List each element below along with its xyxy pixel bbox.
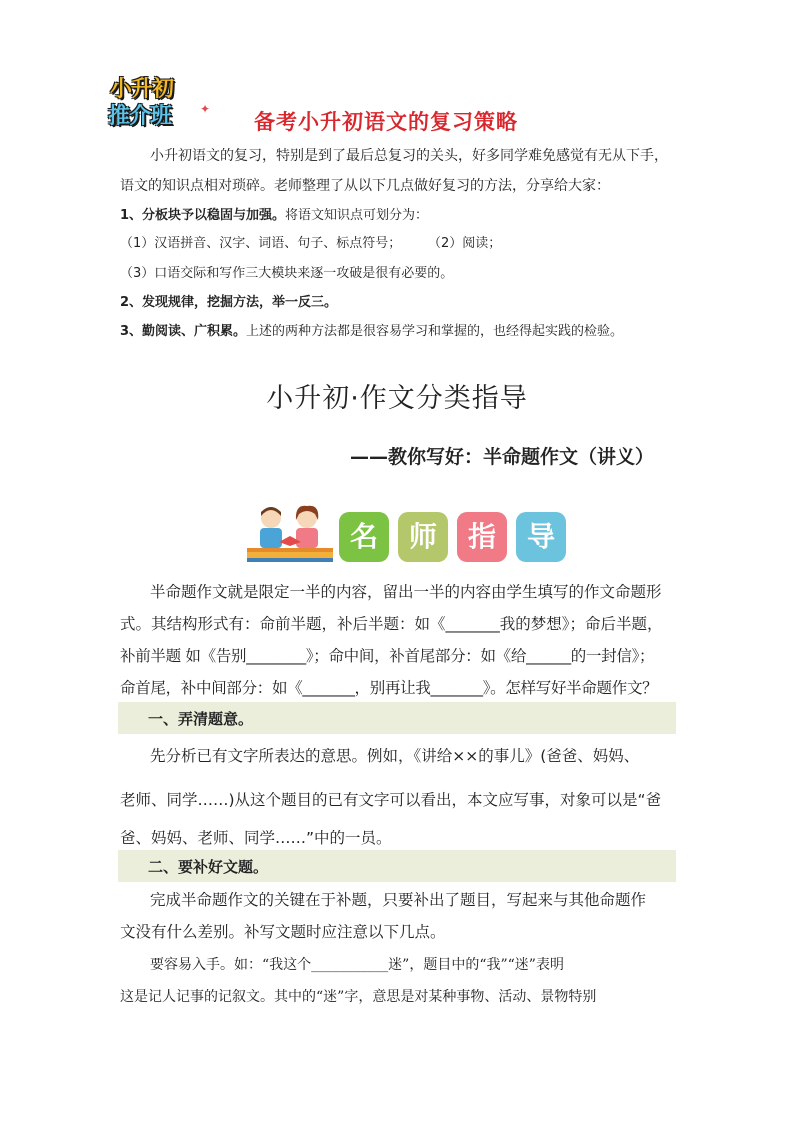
point-3-title: 3、勤阅读、广积累。 <box>120 324 247 339</box>
section-2-line-3: 要容易入手。如：“我这个___________迷”，题目中的“我”“迷”表明 <box>150 957 564 973</box>
section-2-band <box>118 850 676 882</box>
banner-tile-1: 名 <box>339 512 389 562</box>
point-3 <box>120 322 623 342</box>
section-1-band <box>118 702 676 734</box>
main-title: 备考小升初语文的复习策略 <box>254 110 518 134</box>
point-1-item-a: （1）汉语拼音、汉字、词语、句子、标点符号； <box>120 236 402 251</box>
sparkle-icon: ✦ <box>199 102 210 116</box>
students-reading-icon <box>243 504 337 566</box>
section-subheading: ——教你写好：半命题作文（讲义） <box>349 446 654 468</box>
intro-line-2: 语文的知识点相对琐碎。老师整理了从以下几点做好复习的方法，分享给大家： <box>120 178 610 194</box>
body-line-4: 命首尾，补中间部分：如《_______，别再让我_______》。怎样写好半命题作文？ <box>120 679 658 697</box>
point-1-title: 1、分板块予以稳固与加强。 <box>120 208 286 223</box>
point-1 <box>120 206 428 226</box>
banner-tile-2: 师 <box>398 512 448 562</box>
logo-line-1: 小升初 <box>110 77 174 102</box>
point-1-item-c: （3）口语交际和写作三大模块来逐一攻破是很有必要的。 <box>120 266 454 281</box>
body-line-2: 式。其结构形式有：命前半题，补后半题：如《_______我的梦想》；命后半题， <box>120 615 663 633</box>
section-1-line-1: 先分析已有文字所表达的意思。例如，《讲给××的事儿》(爸爸、妈妈、 <box>150 747 640 765</box>
point-1-item-b: （2）阅读； <box>428 236 502 251</box>
section-heading: 小升初·作文分类指导 <box>266 383 528 414</box>
banner-tile-4: 导 <box>516 512 566 562</box>
point-3-text: 上述的两种方法都是很容易学习和掌握的，也经得起实践的检验。 <box>246 324 624 339</box>
point-2: 2、发现规律，挖掘方法，举一反三。 <box>120 295 338 310</box>
body-line-1: 半命题作文就是限定一半的内容，留出一半的内容由学生填写的作文命题形 <box>150 583 662 601</box>
section-2-line-2: 文没有什么差别。补写文题时应注意以下几点。 <box>120 923 446 941</box>
section-2-title: 二、要补好文题。 <box>148 858 269 876</box>
section-2-line-4: 这是记人记事的记叙文。其中的“迷”字，意思是对某种事物、活动、景物特别 <box>120 989 597 1005</box>
section-1-title: 一、弄清题意。 <box>148 710 254 728</box>
logo-line-2: 推介班 <box>108 104 172 129</box>
section-2-line-1: 完成半命题作文的关键在于补题，只要补出了题目，写起来与其他命题作 <box>150 891 647 909</box>
body-line-3: 补前半题 如《告别________》；命中间，补首尾部分：如《给______的一封信》； <box>120 647 655 665</box>
section-1-line-2: 老师、同学……)从这个题目的已有文字可以看出，本文应写事，对象可以是“爸 <box>120 791 662 809</box>
section-1-line-3: 爸、妈妈、老师、同学……”中的一员。 <box>120 829 392 847</box>
logo <box>104 72 212 130</box>
banner-tile-3: 指 <box>457 512 507 562</box>
intro-line-1: 小升初语文的复习，特别是到了最后总复习的关头，好多同学难免感觉有无从下手， <box>150 148 668 164</box>
point-1-text: 将语文知识点可划分为： <box>285 208 429 223</box>
